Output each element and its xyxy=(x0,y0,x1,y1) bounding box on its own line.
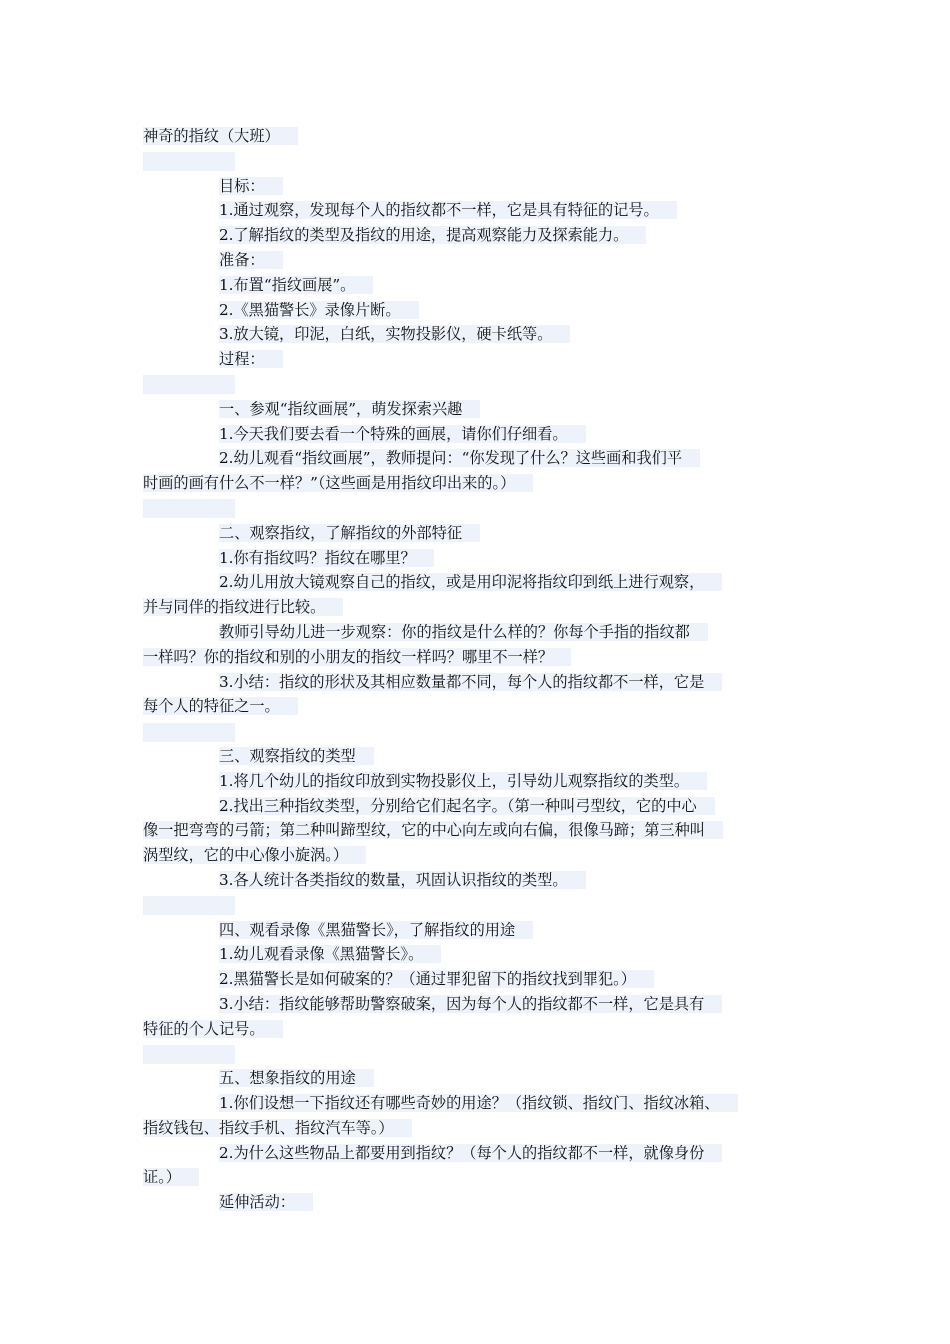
goal-text: 2.了解指纹的类型及指纹的用途，提高观察能力及探索能力。 xyxy=(219,226,646,244)
section-heading-line xyxy=(143,397,818,422)
blank-line xyxy=(143,496,818,521)
paragraph-line xyxy=(143,967,818,992)
prep-text: 2.《黑猫警长》录像片断。 xyxy=(219,301,419,319)
paragraph-text: 2.幼儿用放大镜观察自己的指纹，或是用印泥将指纹印到纸上进行观察， xyxy=(219,573,722,591)
prep-line xyxy=(143,273,818,298)
paragraph-text: 指纹钱包、指纹手机、指纹汽车等。） xyxy=(143,1119,412,1137)
section-heading: 二、观察指纹，了解指纹的外部特征 xyxy=(219,524,480,542)
paragraph-line xyxy=(143,694,818,719)
prep-line xyxy=(143,298,818,323)
paragraph-line xyxy=(143,595,818,620)
paragraph-text: 1.你有指纹吗？指纹在哪里？ xyxy=(219,549,434,567)
paragraph-line xyxy=(143,471,818,496)
section-heading: 五、想象指纹的用途 xyxy=(219,1069,374,1087)
paragraph-line xyxy=(143,645,818,670)
paragraph-text: 并与同伴的指纹进行比较。 xyxy=(143,598,343,616)
section-heading-line xyxy=(143,744,818,769)
paragraph-text: 一样吗？你的指纹和别的小朋友的指纹一样吗？哪里不一样？ xyxy=(143,648,571,666)
blank-line xyxy=(143,1041,818,1066)
paragraph-text: 1.幼儿观看录像《黑猫警长》。 xyxy=(219,945,441,963)
paragraph-line xyxy=(143,446,818,471)
extension-heading-line xyxy=(143,1190,818,1215)
paragraph-text: 涡型纹，它的中心像小旋涡。） xyxy=(143,846,366,864)
paragraph-line xyxy=(143,546,818,571)
paragraph-line xyxy=(143,992,818,1017)
prep-heading: 准备： xyxy=(219,251,283,269)
goal-text: 1.通过观察，发现每个人的指纹都不一样，它是具有特征的记号。 xyxy=(219,201,677,219)
paragraph-text: 1.你们设想一下指纹还有哪些奇妙的用途？（指纹锁、指纹门、指纹冰箱、 xyxy=(219,1094,738,1112)
paragraph-line xyxy=(143,1116,818,1141)
section-heading-line xyxy=(143,1066,818,1091)
goal-line xyxy=(143,223,818,248)
section-heading: 三、观察指纹的类型 xyxy=(219,747,374,765)
paragraph-line xyxy=(143,843,818,868)
paragraph-text: 2.黑猫警长是如何破案的？（通过罪犯留下的指纹找到罪犯。） xyxy=(219,970,654,988)
blank-line xyxy=(143,893,818,918)
paragraph-text: 时画的画有什么不一样？”（这些画是用指纹印出来的。） xyxy=(143,474,533,492)
prep-text: 1.布置“指纹画展”。 xyxy=(219,276,373,294)
section-heading: 四、观看录像《黑猫警长》，了解指纹的用途 xyxy=(219,921,533,939)
paragraph-text: 2.为什么这些物品上都要用到指纹？（每个人的指纹都不一样，就像身份 xyxy=(219,1144,722,1162)
section-heading-line xyxy=(143,918,818,943)
paragraph-line xyxy=(143,670,818,695)
paragraph-line xyxy=(143,942,818,967)
blank-line xyxy=(143,719,818,744)
paragraph-text: 每个人的特征之一。 xyxy=(143,697,298,715)
paragraph-line xyxy=(143,1165,818,1190)
prep-line xyxy=(143,322,818,347)
paragraph-text: 3.小结：指纹的形状及其相应数量都不同，每个人的指纹都不一样，它是 xyxy=(219,673,722,691)
paragraph-line xyxy=(143,818,818,843)
paragraph-line xyxy=(143,868,818,893)
blank-line xyxy=(143,149,818,174)
paragraph-line xyxy=(143,1141,818,1166)
prep-heading-line xyxy=(143,248,818,273)
paragraph-text: 3.各人统计各类指纹的数量，巩固认识指纹的类型。 xyxy=(219,871,586,889)
doc-title-line xyxy=(143,124,818,149)
section-heading: 一、参观“指纹画展”，萌发探索兴趣 xyxy=(219,400,480,418)
document-body xyxy=(143,124,818,1215)
goals-heading: 目标： xyxy=(219,177,283,195)
goal-line xyxy=(143,198,818,223)
blank-line xyxy=(143,372,818,397)
paragraph-line xyxy=(143,794,818,819)
paragraph-text: 2.幼儿观看“指纹画展”，教师提问：“你发现了什么？这些画和我们平 xyxy=(219,449,700,467)
paragraph-line xyxy=(143,620,818,645)
paragraph-text: 2.找出三种指纹类型，分别给它们起名字。（第一种叫弓型纹，它的中心 xyxy=(219,797,715,815)
paragraph-line xyxy=(143,1091,818,1116)
paragraph-line xyxy=(143,769,818,794)
paragraph-text: 特征的个人记号。 xyxy=(143,1020,283,1038)
paragraph-line xyxy=(143,422,818,447)
paragraph-line xyxy=(143,570,818,595)
paragraph-text: 1.将几个幼儿的指纹印放到实物投影仪上，引导幼儿观察指纹的类型。 xyxy=(219,772,707,790)
paragraph-text: 证。） xyxy=(143,1168,199,1186)
extension-heading: 延伸活动： xyxy=(219,1193,313,1211)
paragraph-line xyxy=(143,1017,818,1042)
goals-heading-line xyxy=(143,174,818,199)
section-heading-line xyxy=(143,521,818,546)
paragraph-text: 1.今天我们要去看一个特殊的画展，请你们仔细看。 xyxy=(219,425,586,443)
doc-title: 神奇的指纹（大班） xyxy=(143,127,298,145)
paragraph-text: 像一把弯弯的弓箭；第二种叫蹄型纹，它的中心向左或向右偏，很像马蹄；第三种叫 xyxy=(143,821,723,839)
prep-text: 3.放大镜，印泥，白纸，实物投影仪，硬卡纸等。 xyxy=(219,325,570,343)
process-heading: 过程： xyxy=(219,350,283,368)
paragraph-text: 教师引导幼儿进一步观察：你的指纹是什么样的？你每个手指的指纹都 xyxy=(219,623,708,641)
paragraph-text: 3.小结：指纹能够帮助警察破案，因为每个人的指纹都不一样，它是具有 xyxy=(219,995,722,1013)
process-heading-line xyxy=(143,347,818,372)
